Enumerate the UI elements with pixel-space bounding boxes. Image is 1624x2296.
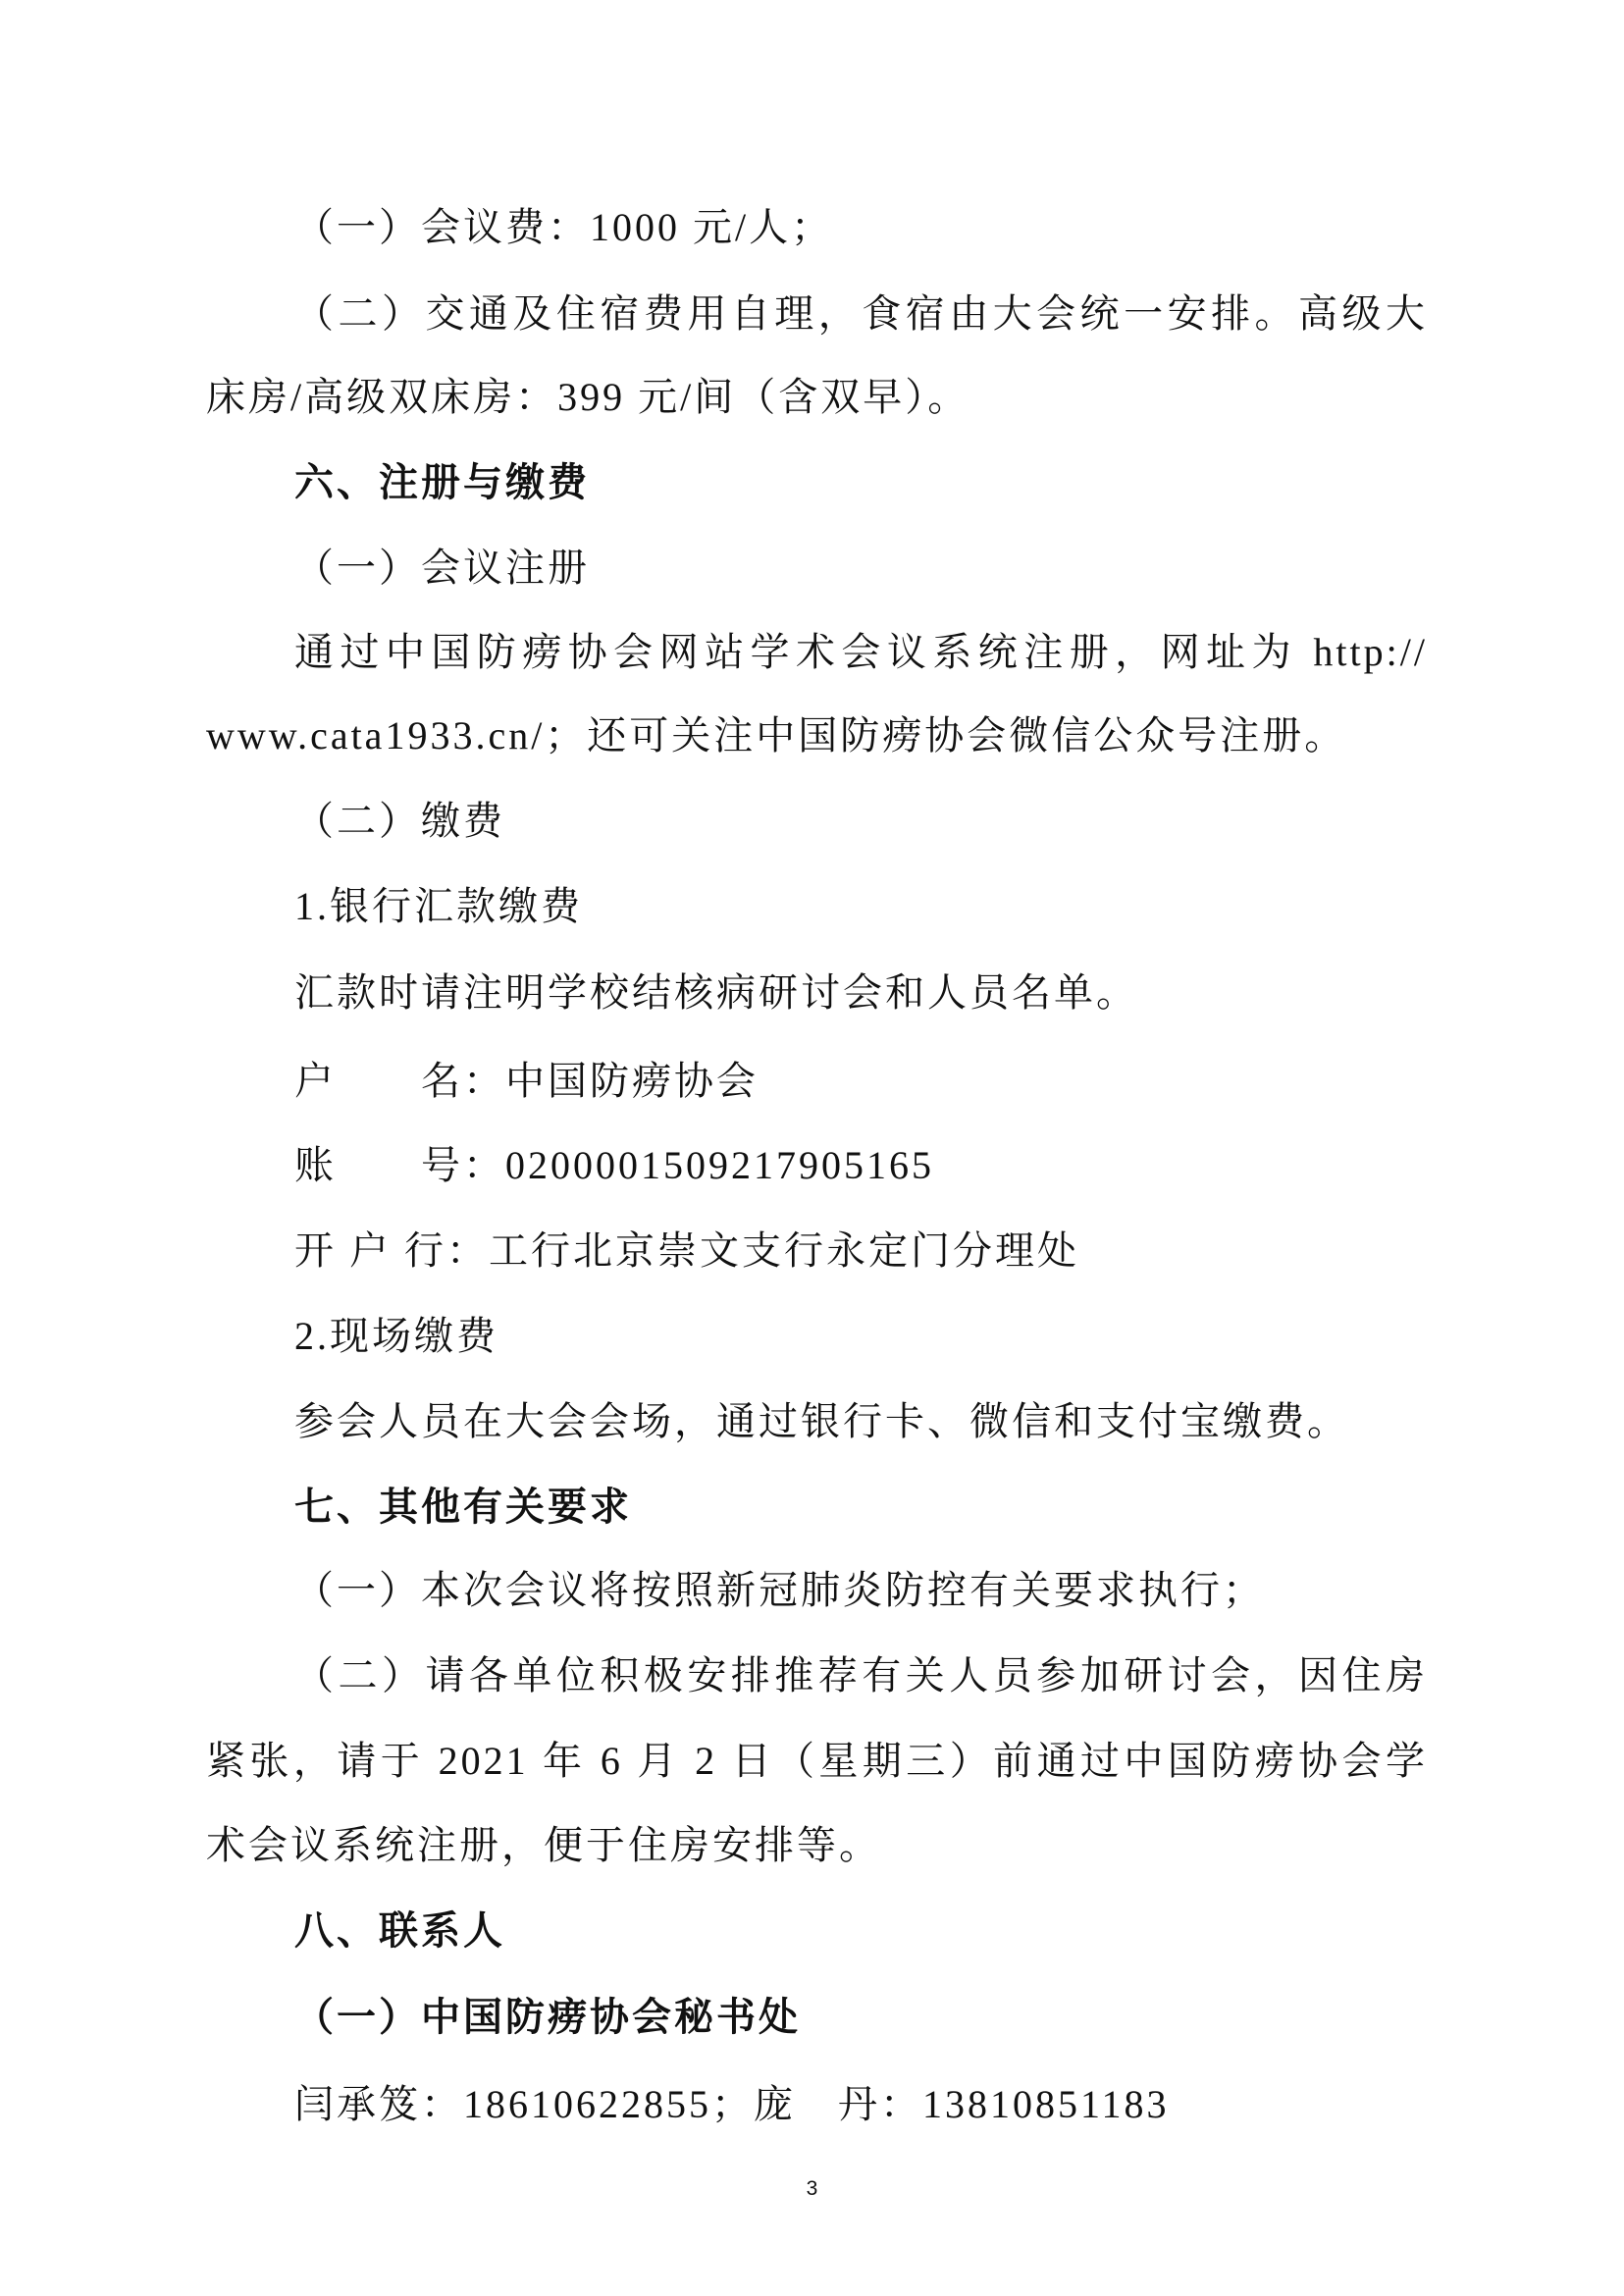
requirement-item-2-line-2: 紧张，请于 2021 年 6 月 2 日（星期三）前通过中国防痨协会学 [206, 1739, 1428, 1783]
section-heading-contacts: 八、联系人 [294, 1909, 505, 1953]
bank-branch-line: 开 户 行：工行北京崇文支行永定门分理处 [294, 1228, 1079, 1273]
subheading-payment: （二）缴费 [294, 799, 505, 843]
requirement-item-1: （一）本次会议将按照新冠肺炎防控有关要求执行； [294, 1568, 1265, 1612]
page-number: 3 [806, 2177, 818, 2200]
requirement-item-2-line-1: （二）请各单位积极安排推荐有关人员参加研讨会，因住房 [294, 1653, 1428, 1697]
requirement-item-2-line-3: 术会议系统注册，便于住房安排等。 [206, 1823, 881, 1867]
onsite-payment-heading: 2.现场缴费 [294, 1314, 498, 1358]
registration-text-line-2: www.cata1933.cn/；还可关注中国防痨协会微信公众号注册。 [206, 713, 1347, 757]
section-heading-registration-payment: 六、注册与缴费 [294, 461, 590, 504]
section-heading-other-requirements: 七、其他有关要求 [294, 1486, 632, 1529]
contact-people-line: 闫承笈：18610622855；庞 丹：13810851183 [294, 2082, 1170, 2126]
meeting-fee-item: （一）会议费：1000 元/人； [294, 205, 834, 249]
subheading-secretariat: （一）中国防痨协会秘书处 [294, 1995, 801, 2039]
bank-transfer-heading: 1.银行汇款缴费 [294, 884, 583, 928]
onsite-payment-text: 参会人员在大会会场，通过银行卡、微信和支付宝缴费。 [294, 1399, 1349, 1443]
subheading-registration: （一）会议注册 [294, 546, 590, 590]
lodging-item-line-1: （二）交通及住宿费用自理，食宿由大会统一安排。高级大 [294, 291, 1428, 336]
bank-transfer-note: 汇款时请注明学校结核病研讨会和人员名单。 [294, 970, 1138, 1015]
registration-text-line-1: 通过中国防痨协会网站学术会议系统注册，网址为 http:// [294, 630, 1428, 674]
lodging-item-line-2: 床房/高级双床房：399 元/间（含双早）。 [206, 375, 970, 419]
account-number-line: 账 号：0200001509217905165 [294, 1143, 934, 1187]
account-name-line: 户 名：中国防痨协会 [294, 1059, 759, 1103]
